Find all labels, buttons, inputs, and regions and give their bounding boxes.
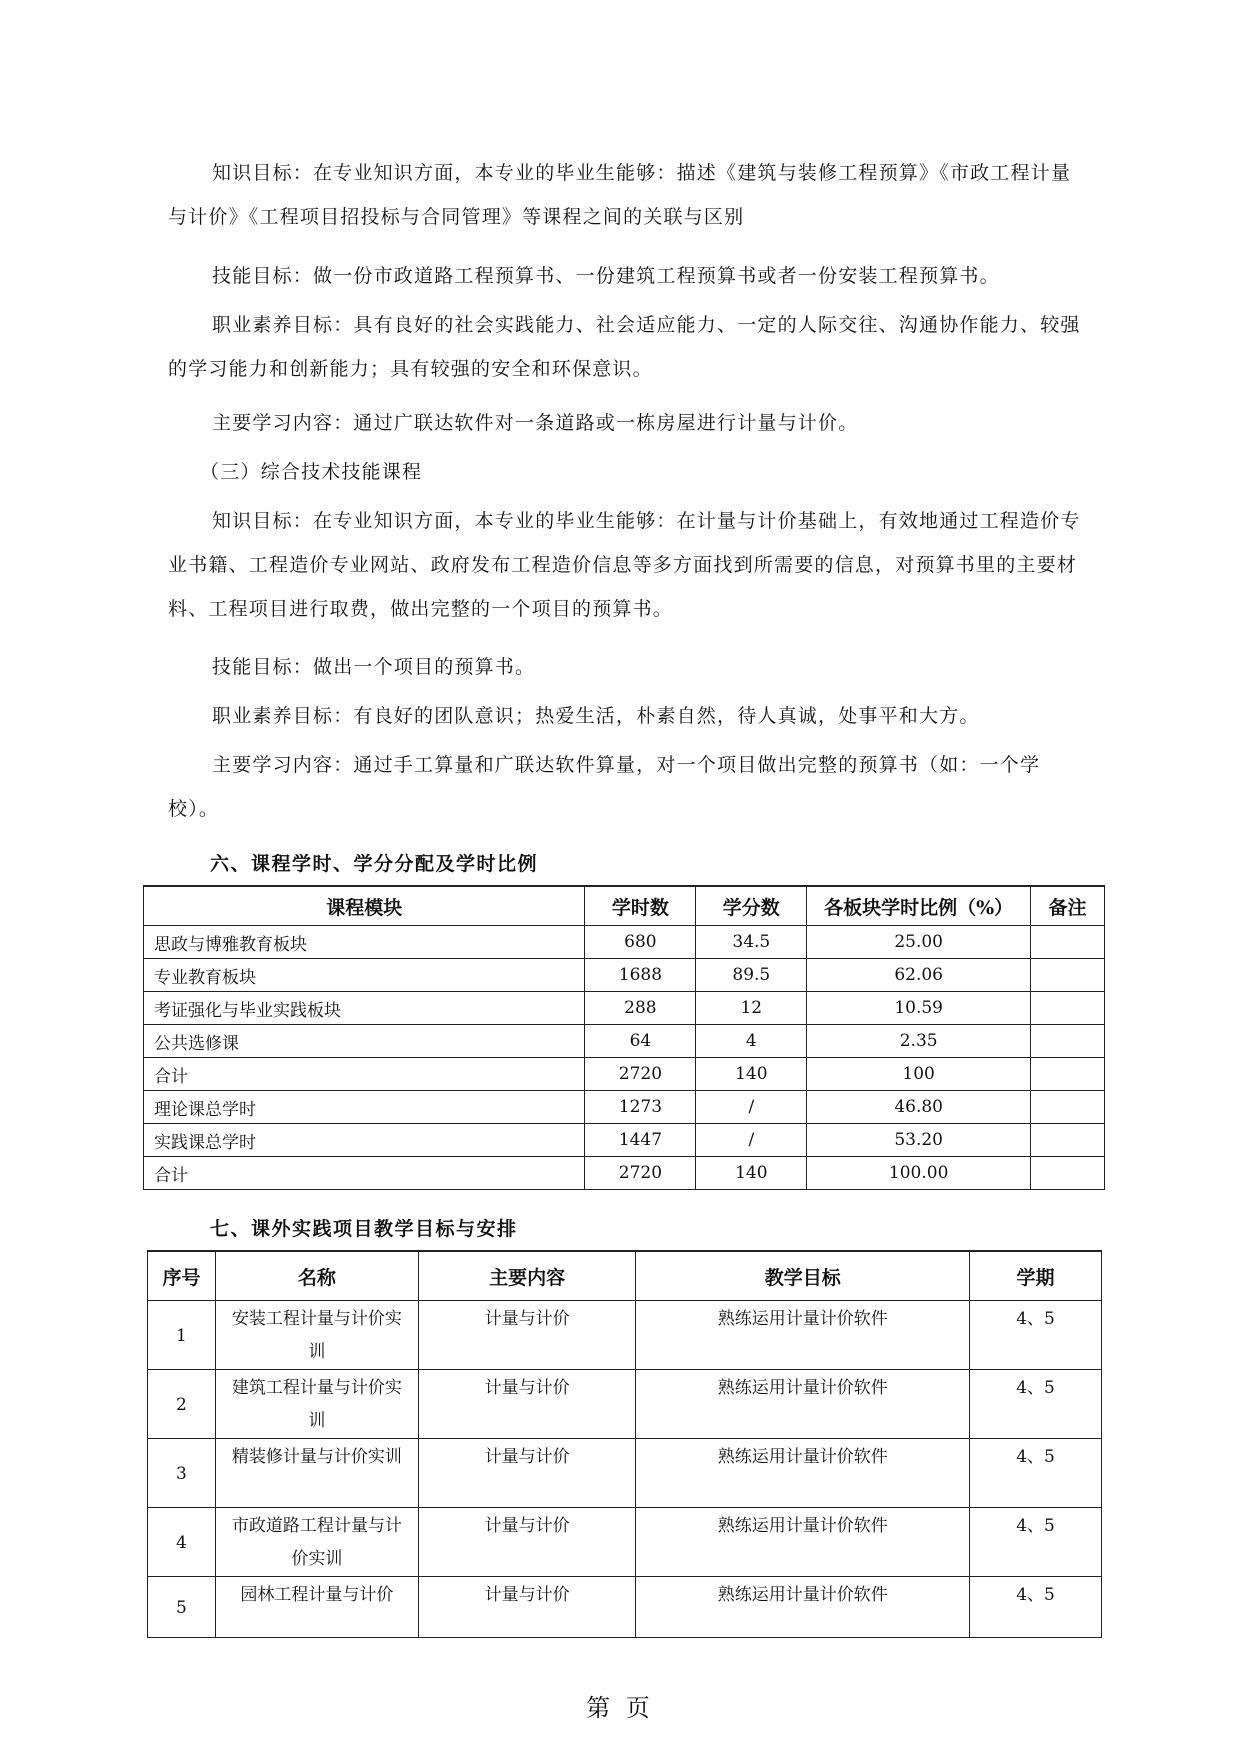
header-goal: 教学目标 xyxy=(636,1251,970,1301)
remarks-cell xyxy=(1031,1058,1105,1091)
table-row xyxy=(148,1508,1102,1577)
hours-cell: 1688 xyxy=(585,959,696,992)
name-cell: 市政道路工程计量与计价实训 xyxy=(215,1508,418,1577)
subsection-heading-3: （三）综合技术技能课程 xyxy=(200,461,423,483)
ratio-cell: 62.06 xyxy=(807,959,1031,992)
table-row xyxy=(144,1025,1105,1058)
remarks-cell xyxy=(1031,959,1105,992)
ratio-cell: 46.80 xyxy=(807,1091,1031,1124)
table-row xyxy=(144,1124,1105,1157)
credits-cell: / xyxy=(696,1124,807,1157)
table-header-row xyxy=(148,1251,1102,1301)
table-header-row xyxy=(144,886,1105,926)
page-footer: 第 页 xyxy=(586,1694,654,1722)
header-module: 课程模块 xyxy=(144,886,585,926)
semester-cell: 4、5 xyxy=(970,1439,1102,1508)
index-cell: 2 xyxy=(148,1370,216,1439)
ratio-cell: 25.00 xyxy=(807,926,1031,959)
hours-cell: 2720 xyxy=(585,1058,696,1091)
semester-cell: 4、5 xyxy=(970,1577,1102,1638)
header-index: 序号 xyxy=(148,1251,216,1301)
header-semester: 学期 xyxy=(970,1251,1102,1301)
ratio-cell: 100 xyxy=(807,1058,1031,1091)
header-hours: 学时数 xyxy=(585,886,696,926)
semester-cell: 4、5 xyxy=(970,1370,1102,1439)
name-cell: 精装修计量与计价实训 xyxy=(215,1439,418,1508)
paragraph-learning-content-1: 主要学习内容：通过广联达软件对一条道路或一栋房屋进行计量与计价。 xyxy=(212,412,859,434)
ratio-cell: 100.00 xyxy=(807,1157,1031,1190)
module-cell: 实践课总学时 xyxy=(144,1124,585,1157)
content-cell: 计量与计价 xyxy=(418,1439,636,1508)
content-cell: 计量与计价 xyxy=(418,1370,636,1439)
header-content: 主要内容 xyxy=(418,1251,636,1301)
index-cell: 5 xyxy=(148,1577,216,1638)
table-row xyxy=(148,1370,1102,1439)
content-cell: 计量与计价 xyxy=(418,1301,636,1370)
credits-cell: 89.5 xyxy=(696,959,807,992)
table-row xyxy=(148,1577,1102,1638)
paragraph-knowledge-goal-1: 知识目标：在专业知识方面，本专业的毕业生能够：描述《建筑与装修工程预算》《市政工程计量与计价》《工程项目招投标与合同管理》等课程之间的关联与区别 xyxy=(168,162,1072,228)
semester-cell: 4、5 xyxy=(970,1508,1102,1577)
goal-cell: 熟练运用计量计价软件 xyxy=(636,1439,970,1508)
table-row xyxy=(144,959,1105,992)
credits-cell: 140 xyxy=(696,1058,807,1091)
paragraph-quality-goal-2: 职业素养目标：有良好的团队意识；热爱生活，朴素自然，待人真诚，处事平和大方。 xyxy=(212,705,980,727)
content-cell: 计量与计价 xyxy=(418,1577,636,1638)
ratio-cell: 53.20 xyxy=(807,1124,1031,1157)
name-cell: 建筑工程计量与计价实训 xyxy=(215,1370,418,1439)
remarks-cell xyxy=(1031,1124,1105,1157)
ratio-cell: 2.35 xyxy=(807,1025,1031,1058)
hours-credits-table xyxy=(143,885,1105,1190)
hours-cell: 64 xyxy=(585,1025,696,1058)
header-ratio: 各板块学时比例（%） xyxy=(807,886,1031,926)
table-row xyxy=(148,1301,1102,1370)
remarks-cell xyxy=(1031,992,1105,1025)
goal-cell: 熟练运用计量计价软件 xyxy=(636,1301,970,1370)
paragraph-quality-goal-1: 职业素养目标：具有良好的社会实践能力、社会适应能力、一定的人际交往、沟通协作能力、较强的学习能力和创新能力；具有较强的安全和环保意识。 xyxy=(168,314,1081,380)
goal-cell: 熟练运用计量计价软件 xyxy=(636,1508,970,1577)
hours-cell: 680 xyxy=(585,926,696,959)
paragraph-skill-goal-2: 技能目标：做出一个项目的预算书。 xyxy=(212,656,536,678)
module-cell: 考证强化与毕业实践板块 xyxy=(144,992,585,1025)
credits-cell: 140 xyxy=(696,1157,807,1190)
hours-cell: 2720 xyxy=(585,1157,696,1190)
ratio-cell: 10.59 xyxy=(807,992,1031,1025)
name-cell: 安装工程计量与计价实训 xyxy=(215,1301,418,1370)
content-cell: 计量与计价 xyxy=(418,1508,636,1577)
credits-cell: 12 xyxy=(696,992,807,1025)
paragraph-knowledge-goal-2: 知识目标：在专业知识方面，本专业的毕业生能够：在计量与计价基础上，有效地通过工程造价专业书籍、工程造价专业网站、政府发布工程造价信息等多方面找到所需要的信息，对预算书里的主要材料、工程项目进行取费，做出完整的一个项目的预算书。 xyxy=(168,510,1081,620)
header-remarks: 备注 xyxy=(1031,886,1105,926)
module-cell: 思政与博雅教育板块 xyxy=(144,926,585,959)
paragraph-learning-content-2: 主要学习内容：通过手工算量和广联达软件算量，对一个项目做出完整的预算书（如：一个学校）。 xyxy=(168,754,1041,820)
module-cell: 理论课总学时 xyxy=(144,1091,585,1124)
module-cell: 合计 xyxy=(144,1157,585,1190)
index-cell: 1 xyxy=(148,1301,216,1370)
remarks-cell xyxy=(1031,926,1105,959)
remarks-cell xyxy=(1031,1025,1105,1058)
table-row xyxy=(144,926,1105,959)
module-cell: 专业教育板块 xyxy=(144,959,585,992)
practice-projects-table xyxy=(147,1250,1102,1638)
remarks-cell xyxy=(1031,1157,1105,1190)
hours-cell: 1273 xyxy=(585,1091,696,1124)
section-6-heading: 六、课程学时、学分分配及学时比例 xyxy=(210,853,539,875)
hours-cell: 1447 xyxy=(585,1124,696,1157)
module-cell: 公共选修课 xyxy=(144,1025,585,1058)
remarks-cell xyxy=(1031,1091,1105,1124)
credits-cell: 34.5 xyxy=(696,926,807,959)
index-cell: 3 xyxy=(148,1439,216,1508)
paragraph-skill-goal-1: 技能目标：做一份市政道路工程预算书、一份建筑工程预算书或者一份安装工程预算书。 xyxy=(212,265,1000,287)
credits-cell: 4 xyxy=(696,1025,807,1058)
goal-cell: 熟练运用计量计价软件 xyxy=(636,1370,970,1439)
section-7-heading: 七、课外实践项目教学目标与安排 xyxy=(210,1218,518,1240)
table-row xyxy=(144,1157,1105,1190)
goal-cell: 熟练运用计量计价软件 xyxy=(636,1577,970,1638)
table-row xyxy=(144,1091,1105,1124)
semester-cell: 4、5 xyxy=(970,1301,1102,1370)
credits-cell: / xyxy=(696,1091,807,1124)
index-cell: 4 xyxy=(148,1508,216,1577)
name-cell: 园林工程计量与计价 xyxy=(215,1577,418,1638)
table-row xyxy=(144,992,1105,1025)
header-name: 名称 xyxy=(215,1251,418,1301)
table-row xyxy=(144,1058,1105,1091)
header-credits: 学分数 xyxy=(696,886,807,926)
module-cell: 合计 xyxy=(144,1058,585,1091)
table-row xyxy=(148,1439,1102,1508)
hours-cell: 288 xyxy=(585,992,696,1025)
